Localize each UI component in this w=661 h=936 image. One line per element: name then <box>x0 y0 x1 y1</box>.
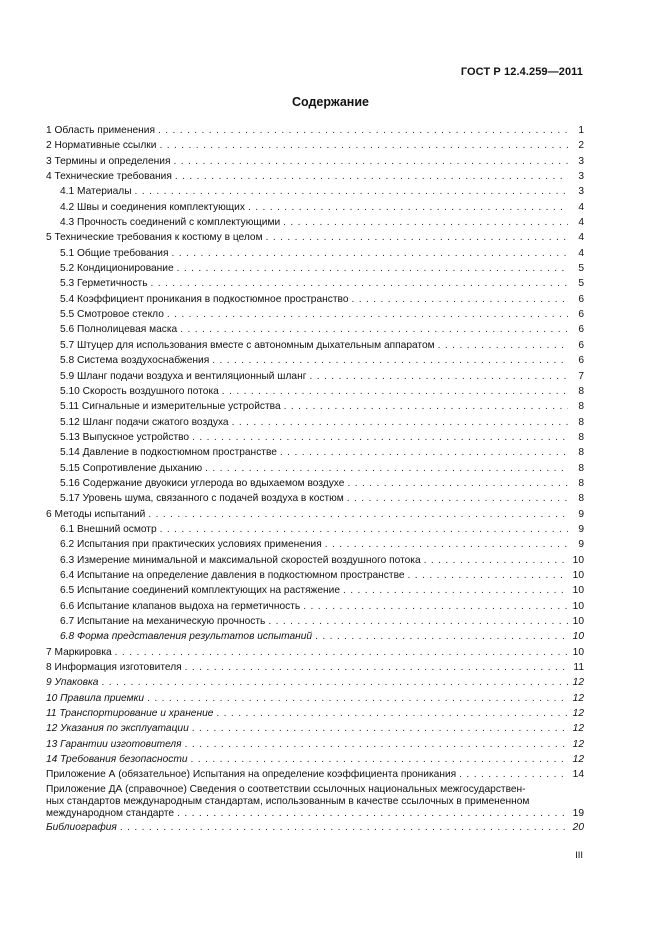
toc-entry-text: 5.7 Штуцер для использования вместе с автономным дыхательным аппаратом <box>60 339 435 351</box>
toc-entry-text: Библиография <box>46 822 117 834</box>
toc-page-number: 10 <box>572 616 584 627</box>
toc-entry-text: 14 Требования безопасности <box>46 754 188 766</box>
toc-entry[interactable] <box>46 384 584 399</box>
toc-page-number: 19 <box>572 808 584 820</box>
toc-entry[interactable] <box>46 353 584 368</box>
toc-entry-text: 6.4 Испытание на определение давления в подкостюмном пространстве <box>60 569 405 581</box>
toc-entry-text: 1 Область применения <box>46 125 155 136</box>
dot-leader <box>309 369 568 384</box>
toc-entry-text: 3 Термины и определения <box>46 155 171 167</box>
toc-entry[interactable] <box>46 184 584 199</box>
toc-entry[interactable] <box>46 169 584 184</box>
toc-entry[interactable] <box>46 737 584 752</box>
toc-entry-text: ных стандартов международным стандартам, использованным в качестве ссылочных в примененном <box>46 795 530 807</box>
dot-leader <box>160 522 568 537</box>
toc-entry[interactable] <box>46 230 584 245</box>
toc-page-number: 8 <box>578 401 584 413</box>
toc-entry[interactable] <box>46 338 584 353</box>
toc-page-number: 4 <box>578 201 584 213</box>
dot-leader <box>303 599 568 614</box>
dot-leader <box>147 691 568 706</box>
toc-entry[interactable] <box>46 276 584 291</box>
dot-leader <box>120 820 568 835</box>
dot-leader <box>185 737 568 752</box>
toc-entry-text: 5.6 Полнолицевая маска <box>60 324 178 336</box>
toc-entry-text: 4.1 Материалы <box>60 186 132 198</box>
toc-page-number: 3 <box>578 171 584 183</box>
dot-leader <box>347 491 568 506</box>
dot-leader <box>216 706 568 721</box>
toc-entry-text: 4.2 Швы и соединения комплектующих <box>60 201 245 213</box>
toc-entry[interactable] <box>46 476 584 491</box>
dot-leader <box>175 169 568 184</box>
toc-entry[interactable] <box>46 522 584 537</box>
toc-entry[interactable] <box>46 721 584 736</box>
toc-entry-text: 6.2 Испытания при практических условиях применения <box>60 539 322 551</box>
toc-entry-text: 8 Информация изготовителя <box>46 662 182 674</box>
toc-page-number: 8 <box>578 447 584 459</box>
toc-entry-text: 6.7 Испытание на механическую прочность <box>60 616 266 627</box>
toc-entry-appendix-da[interactable] <box>46 784 584 821</box>
dot-leader <box>177 261 568 276</box>
toc-entry[interactable] <box>46 767 584 782</box>
dot-leader <box>222 384 568 399</box>
dot-leader <box>192 721 568 736</box>
toc-entry[interactable] <box>46 200 584 215</box>
toc-entry-text: 6.1 Внешний осмотр <box>60 523 157 535</box>
toc-page-number: 10 <box>572 569 584 581</box>
toc-page-number: 20 <box>572 822 584 834</box>
dot-leader <box>283 215 568 230</box>
toc-entry[interactable] <box>46 123 584 138</box>
toc-page-number: 9 <box>578 523 584 535</box>
toc-entry-text: 5 Технические требования к костюму в целом <box>46 232 263 244</box>
dot-leader <box>343 583 568 598</box>
dot-leader <box>315 629 568 644</box>
dot-leader <box>115 645 568 660</box>
dot-leader <box>424 553 568 568</box>
toc-entry[interactable] <box>46 322 584 337</box>
dot-leader <box>135 184 568 199</box>
dot-leader <box>191 752 568 767</box>
toc-entry[interactable] <box>46 215 584 230</box>
toc-page-number: 4 <box>578 232 584 244</box>
dot-leader <box>212 353 568 368</box>
toc-entry[interactable] <box>46 752 584 767</box>
toc-entry[interactable] <box>46 491 584 506</box>
toc-entry-text: 5.9 Шланг подачи воздуха и вентиляционный шланг <box>60 370 307 382</box>
dot-leader <box>101 675 568 690</box>
toc-entry[interactable] <box>46 568 584 583</box>
dot-leader <box>148 507 568 522</box>
toc-entry-text: 5.3 Герметичность <box>60 278 148 290</box>
toc-entry-text: Приложение ДА (справочное) Сведения о соответствии ссылочных национальных межгосударствен- <box>46 783 526 795</box>
toc-page-number: 8 <box>578 385 584 397</box>
toc-page-number: 6 <box>578 339 584 351</box>
dot-leader <box>177 808 569 820</box>
toc-page-number: 6 <box>578 293 584 305</box>
dot-leader <box>185 660 568 675</box>
toc-page-number: 3 <box>578 186 584 198</box>
toc-entry-text: 6.6 Испытание клапанов выдоха на герметичность <box>60 600 301 612</box>
toc-page-number: 12 <box>572 708 584 720</box>
toc-entry-text: 5.11 Сигнальные и измерительные устройства <box>60 401 281 413</box>
toc-page-number: 10 <box>572 600 584 612</box>
toc-entry-text: 7 Маркировка <box>46 646 112 658</box>
toc-entry-text: 2 Нормативные ссылки <box>46 140 157 152</box>
toc-entry[interactable] <box>46 691 584 706</box>
toc-page-number: 10 <box>572 631 584 643</box>
toc-entry[interactable] <box>46 369 584 384</box>
toc-page-number: 12 <box>572 754 584 766</box>
toc-entry[interactable] <box>46 445 584 460</box>
toc-entry-text: 9 Упаковка <box>46 677 99 689</box>
toc-entry-text: 6.3 Измерение минимальной и максимальной скоростей воздушного потока <box>60 554 421 566</box>
toc-page-number: 12 <box>572 692 584 704</box>
toc-entry-text: 5.15 Сопротивление дыханию <box>60 462 203 474</box>
page-number-roman: III <box>575 850 583 861</box>
toc-entry-text: 6.5 Испытание соединений комплектующих на растяжение <box>60 585 341 597</box>
dot-leader <box>172 246 568 261</box>
dot-leader <box>284 399 568 414</box>
toc-entry[interactable] <box>46 507 584 522</box>
toc-entry[interactable] <box>46 706 584 721</box>
toc-entry-text: 5.16 Содержание двуокиси углерода во вдыхаемом воздухе <box>60 477 345 489</box>
toc-entry[interactable] <box>46 629 584 644</box>
toc-entry-text: 11 Транспортирование и хранение <box>46 708 214 720</box>
dot-leader <box>167 307 568 322</box>
dot-leader <box>351 292 568 307</box>
dot-leader <box>151 276 568 291</box>
toc-entry-text: 5.8 Система воздухоснабжения <box>60 355 210 367</box>
toc-entry-text: 5.2 Кондиционирование <box>60 263 174 275</box>
toc-entry-text: 12 Указания по эксплуатации <box>46 723 189 735</box>
toc-entry-bibliography[interactable] <box>46 820 584 835</box>
page-title: Содержание <box>291 95 369 109</box>
toc-entry[interactable] <box>46 599 584 614</box>
dot-leader <box>459 767 568 782</box>
toc-page-number: 8 <box>578 477 584 489</box>
dot-leader <box>192 430 568 445</box>
toc-entry-text: 6 Методы испытаний <box>46 508 146 520</box>
dot-leader <box>205 461 568 476</box>
toc-entry[interactable] <box>46 138 584 153</box>
toc-page-number: 8 <box>578 416 584 428</box>
toc-entry[interactable] <box>46 660 584 675</box>
dot-leader <box>248 200 568 215</box>
toc-entry-text: 10 Правила приемки <box>46 692 145 704</box>
toc-entry[interactable] <box>46 415 584 430</box>
toc-entry-text: 5.17 Уровень шума, связанного с подачей воздуха в костюм <box>60 493 344 505</box>
toc-page-number: 9 <box>578 508 584 520</box>
toc-page-number: 9 <box>578 539 584 551</box>
dot-leader <box>347 476 568 491</box>
dot-leader <box>158 123 568 138</box>
toc-entry[interactable] <box>46 246 584 261</box>
toc-entry[interactable] <box>46 154 584 169</box>
toc-entry-text: 5.14 Давление в подкостюмном пространстве <box>60 447 277 459</box>
toc-page-number: 2 <box>578 140 584 152</box>
toc-entry-text: 5.10 Скорость воздушного потока <box>60 385 219 397</box>
document-code: ГОСТ Р 12.4.259—2011 <box>460 66 583 78</box>
dot-leader <box>266 230 568 245</box>
toc-entry[interactable] <box>46 675 584 690</box>
dot-leader <box>268 614 568 629</box>
dot-leader <box>408 568 568 583</box>
toc-entry-text: 6.8 Форма представления результатов испытаний <box>60 631 313 643</box>
toc-page-number: 8 <box>578 431 584 443</box>
toc-entry-text: 5.13 Выпускное устройство <box>60 431 190 443</box>
toc-entry-text: 5.12 Шланг подачи сжатого воздуха <box>60 416 229 428</box>
toc-page-number: 10 <box>572 646 584 658</box>
toc-page-number: 12 <box>572 738 584 750</box>
toc-entry[interactable] <box>46 614 584 629</box>
toc-entry[interactable] <box>46 645 584 660</box>
dot-leader <box>325 537 568 552</box>
toc-entry-text: Приложение А (обязательное) Испытания на определение коэффициента проникания <box>46 769 457 781</box>
toc-page-number: 8 <box>578 462 584 474</box>
toc-entry-text: международном стандарте <box>46 808 175 820</box>
toc-page-number: 7 <box>578 370 584 382</box>
table-of-contents <box>46 123 584 836</box>
toc-page-number: 5 <box>578 278 584 290</box>
toc-page-number: 4 <box>578 217 584 229</box>
toc-page-number: 5 <box>578 263 584 275</box>
toc-page-number: 11 <box>573 662 584 674</box>
dot-leader <box>180 322 568 337</box>
toc-entry[interactable] <box>46 399 584 414</box>
dot-leader <box>173 154 568 169</box>
toc-entry[interactable] <box>46 537 584 552</box>
toc-page-number: 6 <box>578 355 584 367</box>
toc-page-number: 6 <box>578 324 584 336</box>
dot-leader <box>232 415 568 430</box>
toc-entry-text: 13 Гарантии изготовителя <box>46 738 182 750</box>
dot-leader <box>438 338 568 353</box>
toc-page-number: 12 <box>572 723 584 735</box>
toc-entry-text: 4.3 Прочность соединений с комплектующими <box>60 217 281 229</box>
toc-entry[interactable] <box>46 307 584 322</box>
toc-page-number: 14 <box>572 769 584 781</box>
toc-entry-text: 5.4 Коэффициент проникания в подкостюмное пространство <box>60 293 349 305</box>
toc-page-number: 10 <box>572 554 584 566</box>
toc-entry[interactable] <box>46 583 584 598</box>
dot-leader <box>280 445 568 460</box>
dot-leader <box>159 138 568 153</box>
toc-page-number: 6 <box>578 309 584 321</box>
toc-entry-text: 5.5 Смотровое стекло <box>60 309 164 321</box>
toc-entry[interactable] <box>46 292 584 307</box>
toc-entry-text: 5.1 Общие требования <box>60 247 169 259</box>
toc-entry[interactable] <box>46 553 584 568</box>
toc-entry[interactable] <box>46 430 584 445</box>
toc-entry[interactable] <box>46 261 584 276</box>
toc-page-number: 12 <box>572 677 584 689</box>
toc-page-number: 3 <box>578 155 584 167</box>
toc-page-number: 8 <box>578 493 584 505</box>
toc-page-number: 10 <box>572 585 584 597</box>
toc-page-number: 1 <box>578 125 584 136</box>
toc-page-number: 4 <box>578 247 584 259</box>
toc-entry[interactable] <box>46 461 584 476</box>
toc-entry-text: 4 Технические требования <box>46 171 172 183</box>
